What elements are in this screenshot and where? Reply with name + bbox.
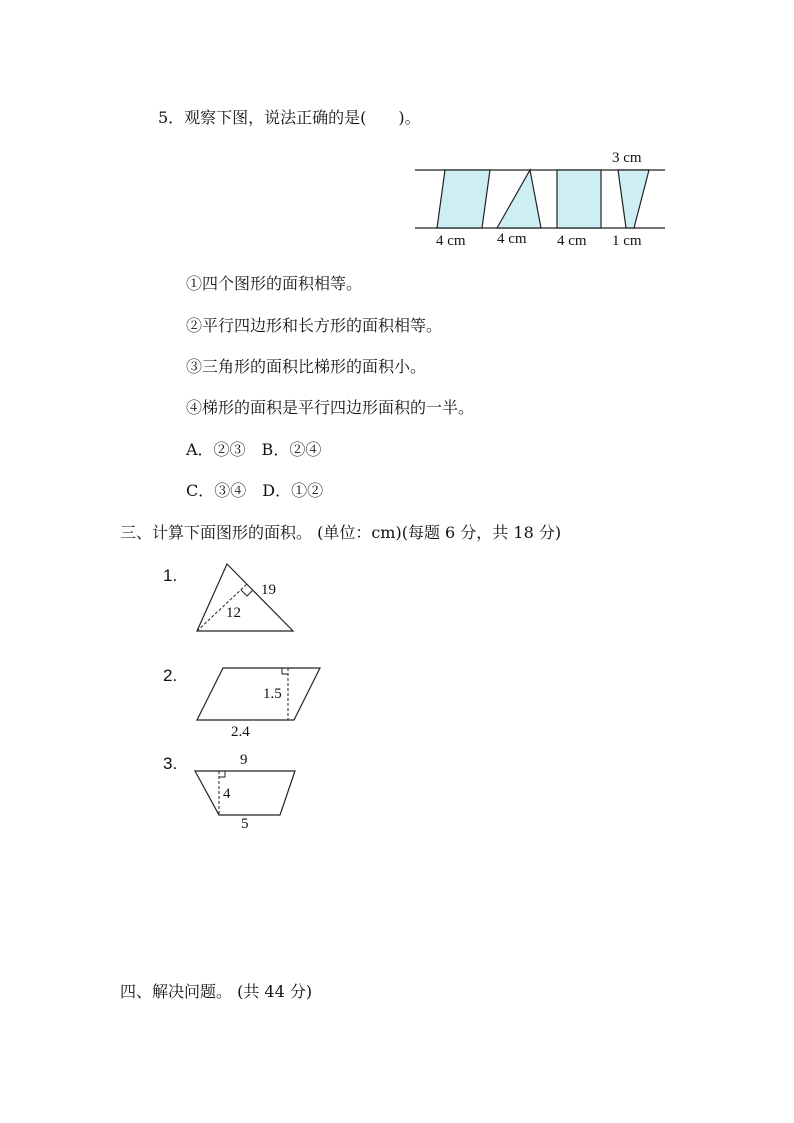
statement-3: ③三角形的面积比梯形的面积小。 [186,357,427,376]
answer-options-cd: C．③④ D．①② [186,481,324,500]
figure-label-4cm-1: 4 cm [436,233,466,249]
figure-label-4cm-3: 4 cm [557,233,587,249]
figure-label-1cm: 1 cm [612,233,642,249]
parallelogram-height-label: 1.5 [263,686,282,702]
section-4-heading: 四、解决问题。 (共 44 分) [120,982,313,1001]
trapezoid-bottom-label: 5 [241,816,249,832]
triangle-base-label: 19 [261,582,276,598]
parallelogram-base-label: 2.4 [231,724,250,740]
trapezoid-top-label: 9 [240,752,248,768]
figure-label-4cm-2: 4 cm [497,231,527,247]
answer-options-ab: A．②③ B．②④ [186,440,322,459]
figure-label-3cm: 3 cm [612,150,642,166]
trapezoid-height-label: 4 [223,786,231,802]
item-1-number: 1. [163,566,178,585]
statement-2: ②平行四边形和长方形的面积相等。 [186,316,443,335]
question-5-stem: 5．观察下图，说法正确的是( )。 [158,108,421,127]
item-3-number: 3. [163,754,178,773]
triangle-height-label: 12 [226,605,241,621]
statement-4: ④梯形的面积是平行四边形面积的一半。 [186,398,475,417]
item-2-number: 2. [163,666,178,685]
statement-1: ①四个图形的面积相等。 [186,274,363,293]
section-3-heading: 三、计算下面图形的面积。 (单位：cm)(每题 6 分，共 18 分) [120,523,562,542]
